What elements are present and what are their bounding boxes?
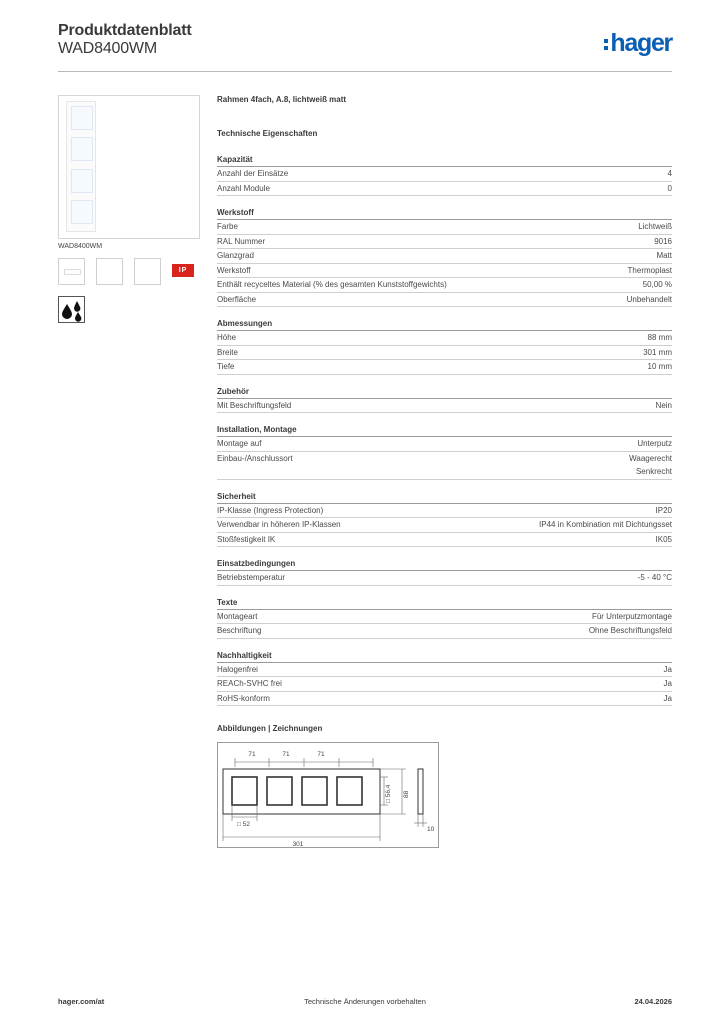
product-number: WAD8400WM bbox=[58, 40, 157, 57]
product-description: Rahmen 4fach, A.8, lichtweiß matt bbox=[217, 95, 347, 104]
property-row bbox=[217, 533, 672, 548]
water-drops-icon bbox=[58, 296, 85, 323]
property-row bbox=[217, 346, 672, 361]
property-value bbox=[648, 360, 672, 374]
property-row bbox=[217, 571, 672, 586]
group-title: Kapazität bbox=[217, 153, 672, 167]
property-value-line: Ohne Beschriftungsfeld bbox=[588, 626, 672, 635]
product-image bbox=[58, 95, 200, 239]
logo-dots-icon bbox=[604, 39, 608, 50]
property-value bbox=[628, 264, 672, 278]
group-title: Abmessungen bbox=[217, 317, 672, 331]
property-row bbox=[217, 452, 672, 480]
frame-illustration bbox=[66, 101, 96, 232]
pitch-label-3: 71 bbox=[317, 751, 325, 758]
property-label: Anzahl Module bbox=[217, 183, 270, 193]
property-row bbox=[217, 264, 672, 279]
property-value bbox=[656, 399, 672, 413]
inner-height-label: □ 56,4 bbox=[385, 784, 392, 803]
property-row bbox=[217, 692, 672, 707]
property-value bbox=[638, 571, 672, 585]
property-row bbox=[217, 610, 672, 625]
ip-rating-icon: IP bbox=[172, 264, 194, 277]
property-value-line: 0 bbox=[667, 183, 672, 193]
property-row bbox=[217, 220, 672, 235]
thumbnail-strip bbox=[58, 258, 202, 285]
property-row bbox=[217, 624, 672, 639]
property-row bbox=[217, 249, 672, 264]
property-value-line: 301 mm bbox=[643, 347, 672, 357]
property-row bbox=[217, 331, 672, 346]
group-title: Texte bbox=[217, 596, 672, 610]
property-value-line: Matt bbox=[656, 251, 672, 260]
property-value-line: Lichtweiß bbox=[638, 222, 672, 231]
property-label: Halogenfrei bbox=[217, 664, 258, 674]
property-value bbox=[664, 692, 672, 706]
property-label: Höhe bbox=[217, 333, 237, 342]
property-row bbox=[217, 504, 672, 519]
property-value bbox=[592, 610, 672, 624]
property-value bbox=[656, 533, 672, 547]
property-row bbox=[217, 182, 672, 197]
property-value bbox=[664, 677, 672, 691]
property-label: Tiefe bbox=[217, 362, 235, 371]
property-label: RAL Nummer bbox=[217, 236, 266, 246]
image-caption: WAD8400WM bbox=[58, 243, 103, 250]
property-row bbox=[217, 399, 672, 414]
property-value bbox=[643, 346, 672, 360]
property-label: IP-Klasse (Ingress Protection) bbox=[217, 505, 324, 515]
property-label: Stoßfestigkeit IK bbox=[217, 534, 276, 544]
frame-opening-2 bbox=[71, 137, 93, 161]
property-row bbox=[217, 437, 672, 452]
property-label: Montageart bbox=[217, 611, 258, 621]
footer-date: 24.04.2026 bbox=[634, 997, 672, 1006]
hager-logo bbox=[604, 26, 672, 56]
group-title: Einsatzbedingungen bbox=[217, 557, 672, 571]
property-row bbox=[217, 677, 672, 692]
frame-opening-3 bbox=[71, 169, 93, 193]
property-value-line: 9016 bbox=[654, 236, 672, 246]
property-label: Anzahl der Einsätze bbox=[217, 169, 289, 178]
property-value bbox=[664, 663, 672, 677]
property-value-line: Senkrecht bbox=[635, 467, 672, 476]
group-title: Installation, Montage bbox=[217, 423, 672, 437]
property-value-line: Thermoplast bbox=[627, 265, 672, 275]
dimension-drawing bbox=[217, 742, 439, 848]
property-value bbox=[668, 182, 672, 196]
footer-url-link[interactable]: hager.com/at bbox=[58, 997, 105, 1006]
property-label: Verwendbar in höheren IP-Klassen bbox=[217, 520, 341, 529]
thumbnail-frame-front[interactable] bbox=[58, 258, 85, 285]
property-value-line: Ja bbox=[663, 693, 672, 703]
page-header bbox=[58, 20, 672, 72]
property-value-line: Waagerecht bbox=[629, 453, 672, 463]
width-label: 301 bbox=[292, 841, 304, 847]
product-media-column bbox=[58, 95, 202, 323]
dimension-drawing-svg bbox=[218, 743, 438, 847]
property-value-line: -5 - 40 °C bbox=[637, 573, 672, 582]
thumbnail-frame-side[interactable] bbox=[96, 258, 123, 285]
property-row bbox=[217, 293, 672, 308]
property-value bbox=[539, 518, 672, 532]
footer-note: Technische Änderungen vorbehalten bbox=[304, 997, 426, 1006]
property-value bbox=[629, 452, 672, 479]
group-title: Zubehör bbox=[217, 385, 672, 399]
property-row bbox=[217, 518, 672, 533]
pitch-label-2: 71 bbox=[282, 751, 290, 758]
property-label: Beschriftung bbox=[217, 626, 262, 635]
property-label: Enthält recyceltes Material (% des gesamten Kunststoffgewichts) bbox=[217, 280, 447, 289]
property-label: Einbau-/Anschlussort bbox=[217, 453, 293, 463]
property-value-line: 10 mm bbox=[647, 362, 672, 371]
logo-text: hager bbox=[610, 29, 672, 57]
property-label: Oberfläche bbox=[217, 294, 257, 304]
group-title: Nachhaltigkeit bbox=[217, 649, 672, 663]
thumbnail-frame-back[interactable] bbox=[134, 258, 161, 285]
property-label: REACh-SVHC frei bbox=[217, 679, 282, 688]
property-value bbox=[656, 504, 672, 518]
document-title: Produktdatenblatt bbox=[58, 22, 192, 39]
property-value bbox=[589, 624, 672, 638]
property-label: Farbe bbox=[217, 222, 238, 231]
property-value-line: Ja bbox=[663, 679, 672, 688]
property-label: Montage auf bbox=[217, 439, 262, 448]
frame-opening-4 bbox=[71, 200, 93, 224]
property-value-line: Für Unterputzmontage bbox=[591, 611, 672, 621]
frame-opening-1 bbox=[71, 106, 93, 130]
property-row bbox=[217, 360, 672, 375]
group-title: Sicherheit bbox=[217, 490, 672, 504]
property-label: Glanzgrad bbox=[217, 251, 254, 260]
property-label: Werkstoff bbox=[217, 265, 251, 275]
property-value-line: 50,00 % bbox=[642, 280, 672, 289]
height-label: 88 bbox=[403, 790, 410, 798]
property-row bbox=[217, 278, 672, 293]
property-value bbox=[643, 278, 672, 292]
property-value-line: 88 mm bbox=[647, 333, 672, 342]
property-value-line: 4 bbox=[667, 169, 672, 178]
group-title: Werkstoff bbox=[217, 206, 672, 220]
property-groups bbox=[217, 153, 672, 706]
property-value bbox=[637, 437, 672, 451]
property-value-line: IP20 bbox=[655, 505, 672, 515]
page-footer bbox=[58, 994, 672, 1014]
property-row bbox=[217, 167, 672, 182]
property-label: Mit Beschriftungsfeld bbox=[217, 400, 292, 410]
property-value-line: IK05 bbox=[655, 534, 672, 544]
pitch-label-1: 71 bbox=[248, 751, 256, 758]
property-value-line: Unterputz bbox=[637, 439, 672, 448]
property-row bbox=[217, 663, 672, 678]
property-value-line: IP44 in Kombination mit Dichtungsset bbox=[539, 520, 672, 529]
technical-data-column bbox=[217, 95, 672, 848]
property-value bbox=[638, 220, 672, 234]
property-label: RoHS-konform bbox=[217, 693, 270, 703]
property-label: Betriebstemperatur bbox=[217, 573, 286, 582]
drawings-title: Abbildungen | Zeichnungen bbox=[217, 724, 323, 733]
opening-label: □ 52 bbox=[237, 821, 250, 828]
property-value-line: Nein bbox=[655, 400, 672, 410]
property-value bbox=[654, 235, 672, 249]
property-row bbox=[217, 235, 672, 250]
property-value-line: Ja bbox=[663, 664, 672, 674]
property-value bbox=[627, 293, 672, 307]
property-value bbox=[648, 331, 672, 345]
property-value bbox=[668, 167, 672, 181]
property-value-line: Unbehandelt bbox=[626, 294, 672, 304]
property-value bbox=[656, 249, 672, 263]
depth-label: 10 bbox=[427, 826, 435, 833]
section-title: Technische Eigenschaften bbox=[217, 129, 318, 138]
property-label: Breite bbox=[217, 347, 238, 357]
